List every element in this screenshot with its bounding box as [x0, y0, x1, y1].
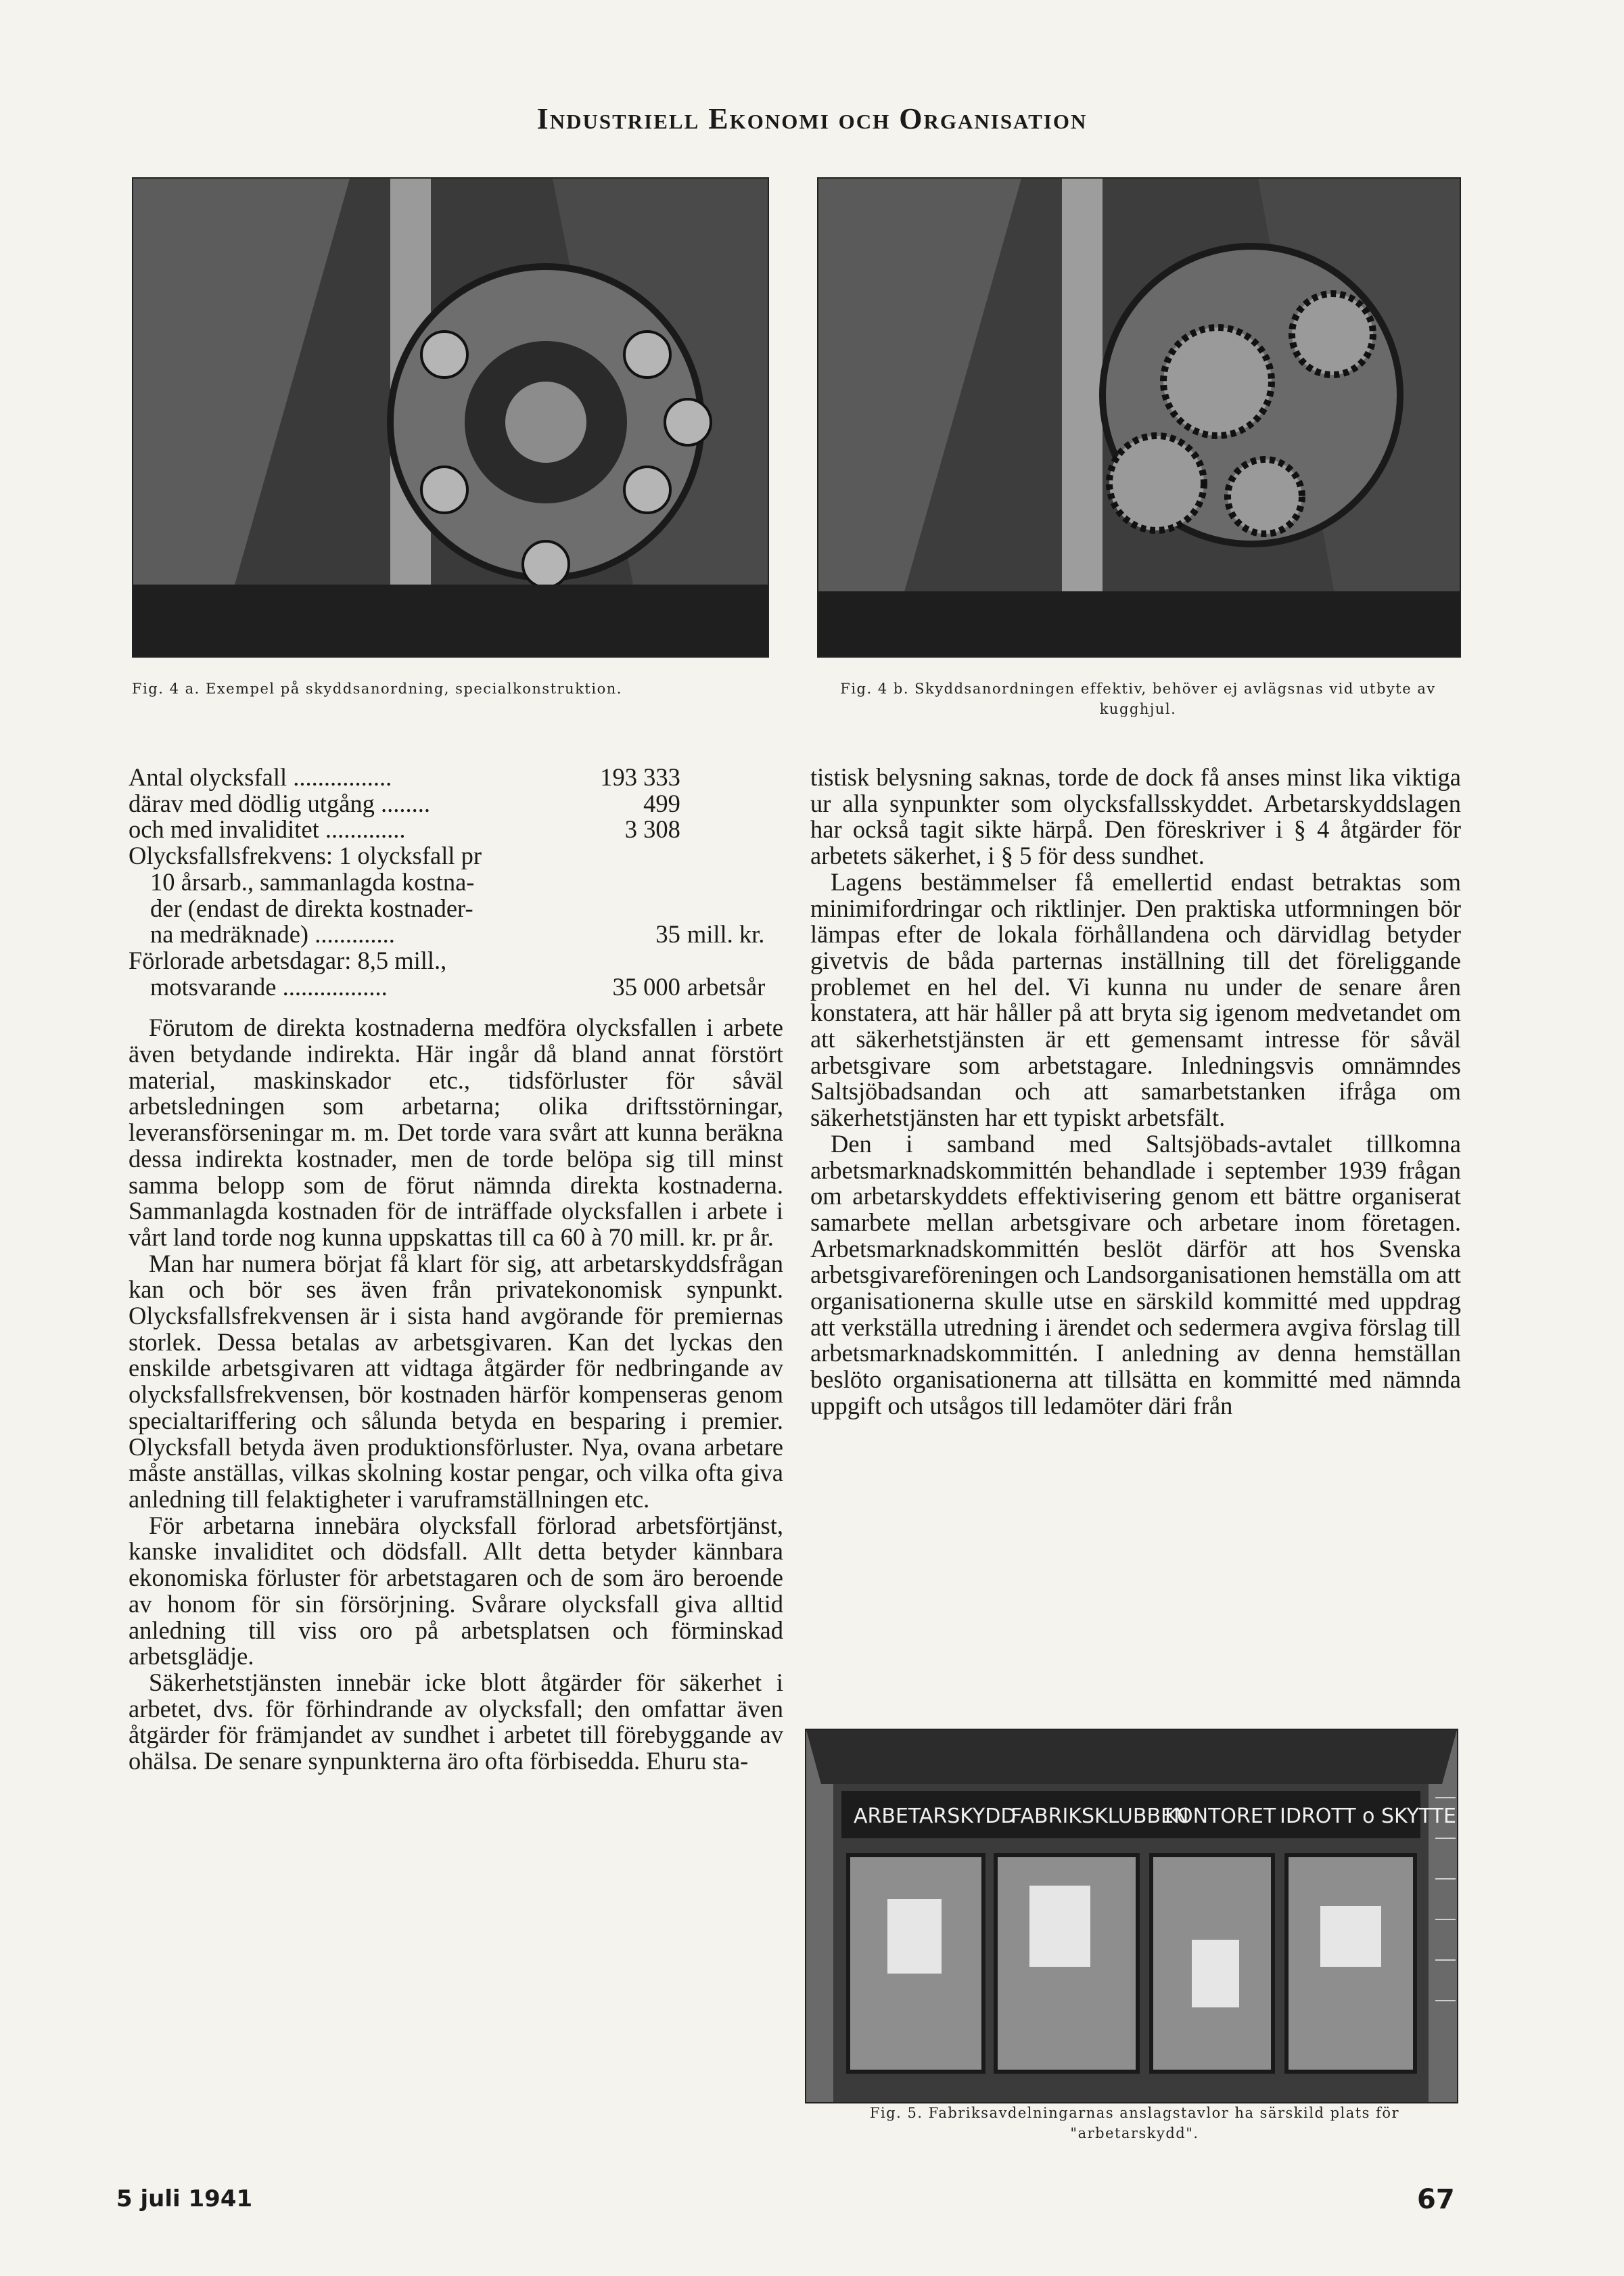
stats-row: Antal olycksfall ................ 193 333 — [129, 763, 680, 791]
stats-row: 10 årsarb., sammanlagda kostna- — [150, 867, 475, 896]
left-paragraph-1: Förutom de direkta kostnaderna medföra olycksfallen i arbete även betydande indirekta. Här ingår då bland annat förstört material, maskinskador etc., tidsförluster för såväl arbetsledningen som arbetarna; olika driftsstörningar, leveransförseningar m. m. Det torde vara svårt att kunna beräkna dessa indirekta kostnader, men de torde belöpa sig till minst samma belopp som de förut nämnda direkta kostnaderna. Sammanlagda kostnaden för de inträffade olycksfallen i arbete i vårt land torde nog kunna uppskattas till ca 60 à 70 mill. kr. pr år. — [129, 1014, 783, 1251]
left-column — [129, 765, 783, 1775]
sign-kontoret: KONTORET — [1165, 1804, 1276, 1828]
right-paragraph-3: Den i samband med Saltsjöbads-avtalet tillkomna arbetsmarknadskommittén behandlade i september 1939 frågan om arbetarskyddets effektivisering genom ett bättre organiserat samarbete mellan arbetsgivare och arbetare inom företagen. Arbetsmarknadskommittén beslöt därför att hos Svenska arbetsgivareföreningen och Landsorganisationen hemställa om att organisationerna skulle utse en särskild kommitté med uppdrag att verkställa utredning i ärendet och sedermera avgiva förslag till arbetsmarknadskommittén. I anledning av denna hemställan beslöto organisationerna att tillsätta en kommitté med nämnda uppgift och utsågos till ledamöter däri från — [810, 1129, 1461, 1419]
running-head: Industriell Ekonomi och Organisation — [536, 102, 1088, 135]
figure-4a-caption: Fig. 4 a. Exempel på skyddsanordning, specialkonstruktion. — [132, 681, 622, 697]
machine-gear-image — [133, 179, 768, 656]
stats-row: därav med dödlig utgång ........ 499 — [129, 789, 680, 817]
left-paragraph-2: Man har numera börjat få klart för sig, att arbetarskyddsfrågan kan och bör ses även från privatekonomisk synpunkt. Olycksfallsfrekvensen är i sista hand avgörande för premiernas storlek. Dessa betalas av arbetsgivaren. Kan det lyckas den enskilde arbetsgivaren att vidtaga åtgärder för nedbringande av olycksfallsfrekvensen, bör kostnaden härför kompenseras genom specialtariffering och sålunda betyda en besparing i premier. Olycksfall betyda även produktionsförluster. Nya, ovana arbetare måste anställas, vilkas skolning kostar pengar, och vilka ofta giva anledning till felaktigheter i varuframställningen etc. — [129, 1249, 783, 1513]
stats-row: Förlorade arbetsdagar: 8,5 mill., — [129, 946, 447, 974]
figure-5-photo — [805, 1729, 1458, 2103]
machine-gears-image — [818, 179, 1460, 656]
figure-4b-photo — [817, 177, 1461, 658]
sign-arbetarskydd: ARBETARSKYDD — [854, 1804, 1017, 1828]
right-paragraph-1: tistisk belysning saknas, torde de dock få anses minst lika viktiga ur alla synpunkter som olycksfallsskyddet. Arbetarskyddslagen har också tagit sikte härpå. Den föreskriver i § 4 åtgärder för arbetets säkerhet, i § 5 för dess sundhet. — [810, 763, 1461, 870]
stats-row: och med invaliditet ............. 3 308 — [129, 815, 680, 844]
figure-5-caption: Fig. 5. Fabriksavdelningarnas anslagstavlor ha särskild plats för "arbetarskydd". — [869, 2105, 1400, 2141]
sign-idrott-skytte: IDROTT o SKYTTE — [1280, 1804, 1457, 1828]
left-paragraph-3: För arbetarna innebära olycksfall förlorad arbetsförtjänst, kanske invaliditet och dödsfall. Allt detta betyder kännbara ekonomiska förluster för arbetstagaren och de som äro beroende av honom för sin försörjning. Svårare olycksfall giva alltid anledning till viss oro på arbetsplatsen och förminskad arbetsglädje. — [129, 1511, 783, 1670]
figure-4a-photo — [132, 177, 769, 658]
stats-row: motsvarande ................. 35 000 arbetsår — [150, 972, 766, 1001]
figure-4b-caption: Fig. 4 b. Skyddsanordningen effektiv, behöver ej avlägsnas vid utbyte av kugghjul. — [840, 681, 1436, 717]
notice-board-signs — [854, 1804, 1456, 1828]
right-column — [810, 765, 1461, 1419]
stats-row: der (endast de direkta kostnader- — [150, 894, 473, 922]
sign-fabriksklubben: FABRIKSKLUBBEN — [1011, 1804, 1189, 1828]
issue-date: 5 juli 1941 — [116, 2185, 253, 2212]
right-paragraph-2: Lagens bestämmelser få emellertid endast betraktas som minimifordringar och riktlinjer. Den praktiska utformningen bör lämpas efter de lokala förhållandena och därvidlag betyder givetvis de båda parternas inställning till det föreliggande problemet en hel del. Vi kunna nu under de senare åren konstatera, att här håller på att bryta sig igenom medvetandet om att säkerhetstjänsten är ett gemensamt intresse för såväl arbetsgivare som arbetstagare. Inledningsvis omnämndes Saltsjöbadsandan och att samarbetstanken ifråga om säkerhetstjänsten har ett typiskt arbetsfält. — [810, 867, 1461, 1132]
accident-statistics-table — [129, 765, 783, 1000]
notice-boards-image — [806, 1730, 1457, 2102]
left-paragraph-4: Säkerhetstjänsten innebär icke blott åtgärder för säkerhet i arbetet, dvs. för förhindrande av olycksfall; den omfattar även åtgärder för främjandet av sundhet i arbetet till förebyggande av ohälsa. De senare synpunkterna äro ofta förbisedda. Ehuru sta- — [129, 1668, 783, 1775]
page-number: 67 — [1417, 2184, 1455, 2215]
stats-row: Olycksfallsfrekvens: 1 olycksfall pr — [129, 842, 482, 870]
stats-row: na medräknade) ............. 35 mill. kr. — [150, 920, 765, 949]
